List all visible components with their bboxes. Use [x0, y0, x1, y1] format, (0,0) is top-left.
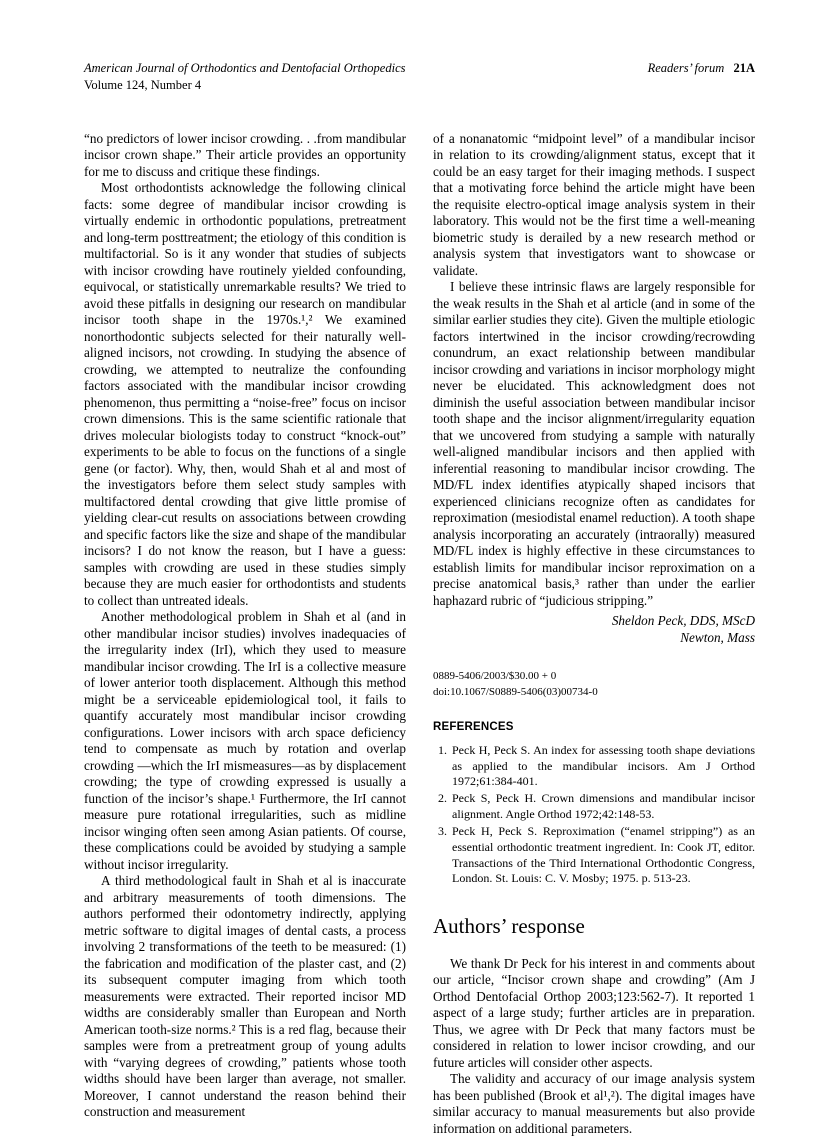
signature-place: Newton, Mass: [680, 630, 755, 646]
signature-name: Sheldon Peck, DDS, MScD: [611, 613, 755, 629]
paragraph: We thank Dr Peck for his interest in and comments about our article, “Incisor crown shape and crowding” (Am J Orthod Dentofacial Orthop 2003;123:562-7). It reported 1 aspect of a large study; further articles are in preparation. Thus, we agree with Dr Peck that many factors must be considered in relation to lower incisor crowding, and our future articles will consider other aspects.: [433, 955, 755, 1070]
section-title: Readers’ forum: [647, 61, 725, 75]
two-column-body: [84, 131, 755, 1137]
header-left: [84, 60, 406, 94]
paragraph: The validity and accuracy of our image analysis system has been published (Brook et al¹,²). The digital images have similar accuracy to manual measurements but also provide information on additional parameters.: [433, 1071, 755, 1136]
paragraph: “no predictors of lower incisor crowding. . .from mandibular incisor crown shape.” Their article provides an opportunity for me to discuss and critique these findings.: [84, 130, 406, 179]
right-column: [433, 131, 755, 1137]
paragraph: Most orthodontists acknowledge the following clinical facts: some degree of mandibular incisor crowding is virtually endemic in orthodontic populations, pretreatment and long-term posttreatment; the etiology of this condition is multifactorial. So is it any wonder that studies of subjects with incisor crowding have routinely yielded confounding, equivocal, or statistically unremarkable results? We tried to avoid these pitfalls in designing our research on mandibular incisor tooth shape in the 1970s.¹,² We examined nonorthodontic subjects selected for their naturally well-aligned incisors, not crowding. In studying the absence of crowding, we attempted to neutralize the confounding factors associated with the mandibular incisor crowding phenomenon, thus permitting a “noise-free” focus on incisor crown dimensions. This is the same scientific rationale that drives molecular biologists today to construct “knock-out” experiments to be able to focus on the functions of a single gene (or factor). Why, then, would Shah et al and most of the investigators before them select study samples with multifactored dental crowding that give little promise of yielding clear-cut results on associations between crowding and specific factors like the size and shape of the mandibular incisors? I do not know the reason, but I have a guess: samples with crowding are used in these studies simply because they are much easier for orthodontists and students to collect than untreated ideals.: [84, 180, 406, 608]
journal-volume: Volume 124, Number 4: [84, 77, 202, 92]
references-heading: REFERENCES: [433, 721, 514, 734]
reference-item: 3. Peck H, Peck S. Reproximation (“enamel stripping”) as an essential orthodontic treatment ingredient. In: Cook JT, editor. Transactions of the Third International Orthodontic Congress, London. St. Louis: C. V. Mosby; 1975. p. 513-23.: [450, 824, 755, 887]
page-number: 21A: [733, 61, 755, 75]
paragraph: A third methodological fault in Shah et al is inaccurate and arbitrary measurements of tooth dimensions. The authors performed their odontometry indirectly, applying metric software to digital images of dental casts, a process involving 2 transformations of the teeth to be measured: (1) the fabrication and modification of the plaster cast, and (2) its subsequent computer imaging from which tooth measurements were extracted. Their reported incisor MD widths are considerably smaller than European and North American tooth-size norms.² This is a red flag, because their samples were from a pretreatment group of young adults with “varying degrees of crowding,” patients whose tooth widths should have been larger than average, not smaller. Moreover, I cannot understand the reason behind their construction and measurement: [84, 873, 406, 1120]
reference-item: 1. Peck H, Peck S. An index for assessing tooth shape deviations as applied to the mandibular incisors. Am J Orthod 1972;61:384-401.: [450, 743, 755, 790]
reference-item: 2. Peck S, Peck H. Crown dimensions and mandibular incisor alignment. Angle Orthod 1972;42:148-53.: [450, 791, 755, 823]
paragraph: of a nonanatomic “midpoint level” of a mandibular incisor in relation to its crowding/alignment status, except that it could be an easy target for their imaging methods. I suspect that a motivating force behind the article might have been the requisite electro-optical image analysis system in their laboratory. This would not be the first time a well-meaning biometric study is derailed by a new research method or analysis system that investigators want to showcase or validate.: [433, 130, 755, 278]
header-right: [648, 60, 755, 77]
journal-title: American Journal of Orthodontics and Dentofacial Orthopedics: [84, 61, 406, 75]
letter-signature: [433, 612, 755, 646]
copyright-footnote: [433, 669, 755, 701]
paragraph: Another methodological problem in Shah et al (and in other mandibular incisor studies) involves inadequacies of the irregularity index (IrI), which they used to measure mandibular incisor crowding. The IrI is a collective measure of lower anterior tooth displacement. Although this method might be a serviceable epidemiological tool, it fails to quantify accurately most mandibular incisor crowding configurations. Lower incisors with arch space deficiency tend to compensate as much by rotation and overlap crowding —which the IrI mismeasures—as by displacement crowding; the type of crowding expressed is usually a function of the incisor’s shape.¹ Furthermore, the IrI cannot measure pure rotational irregularities, such as midline incisor winging often seen among Asian patients. Of course, these complications could be avoided by studying a sample without incisor irregularity.: [84, 609, 406, 872]
footnote-line: doi:10.1067/S0889-5406(03)00734-0: [433, 685, 598, 698]
authors-response-heading: Authors’ response: [433, 914, 585, 939]
footnote-line: 0889-5406/2003/$30.00 + 0: [433, 669, 557, 682]
left-column: [84, 131, 406, 1137]
page-header: [84, 60, 755, 94]
references-list: [433, 743, 755, 887]
paragraph: I believe these intrinsic flaws are largely responsible for the weak results in the Shah et al article (and in some of the similar earlier studies they cite). Given the multiple etiologic factors intertwined in the incisor crowding/recrowding conundrum, an exact relationship between mandibular incisor crowding and variations in incisor morphology might never be elucidated. This acknowledgment does not diminish the useful association between mandibular incisor tooth shape and the incisor alignment/irregularity equation that we uncovered from studying a sample with naturally well-aligned mandibular incisors and then applied with inferential reasoning to mandibular incisor crowding. The MD/FL index identifies atypically shaped incisors that experienced clinicians recognize often as candidates for reproximation (mesiodistal enamel reduction). A tooth shape analysis incorporating an accurately (intraorally) measured MD/FL index is highly effective in these circumstances to establish limits for mandibular incisor reproximation on a precise anatomical basis,³ rather than under the earlier haphazard rubric of “judicious stripping.”: [433, 279, 755, 608]
